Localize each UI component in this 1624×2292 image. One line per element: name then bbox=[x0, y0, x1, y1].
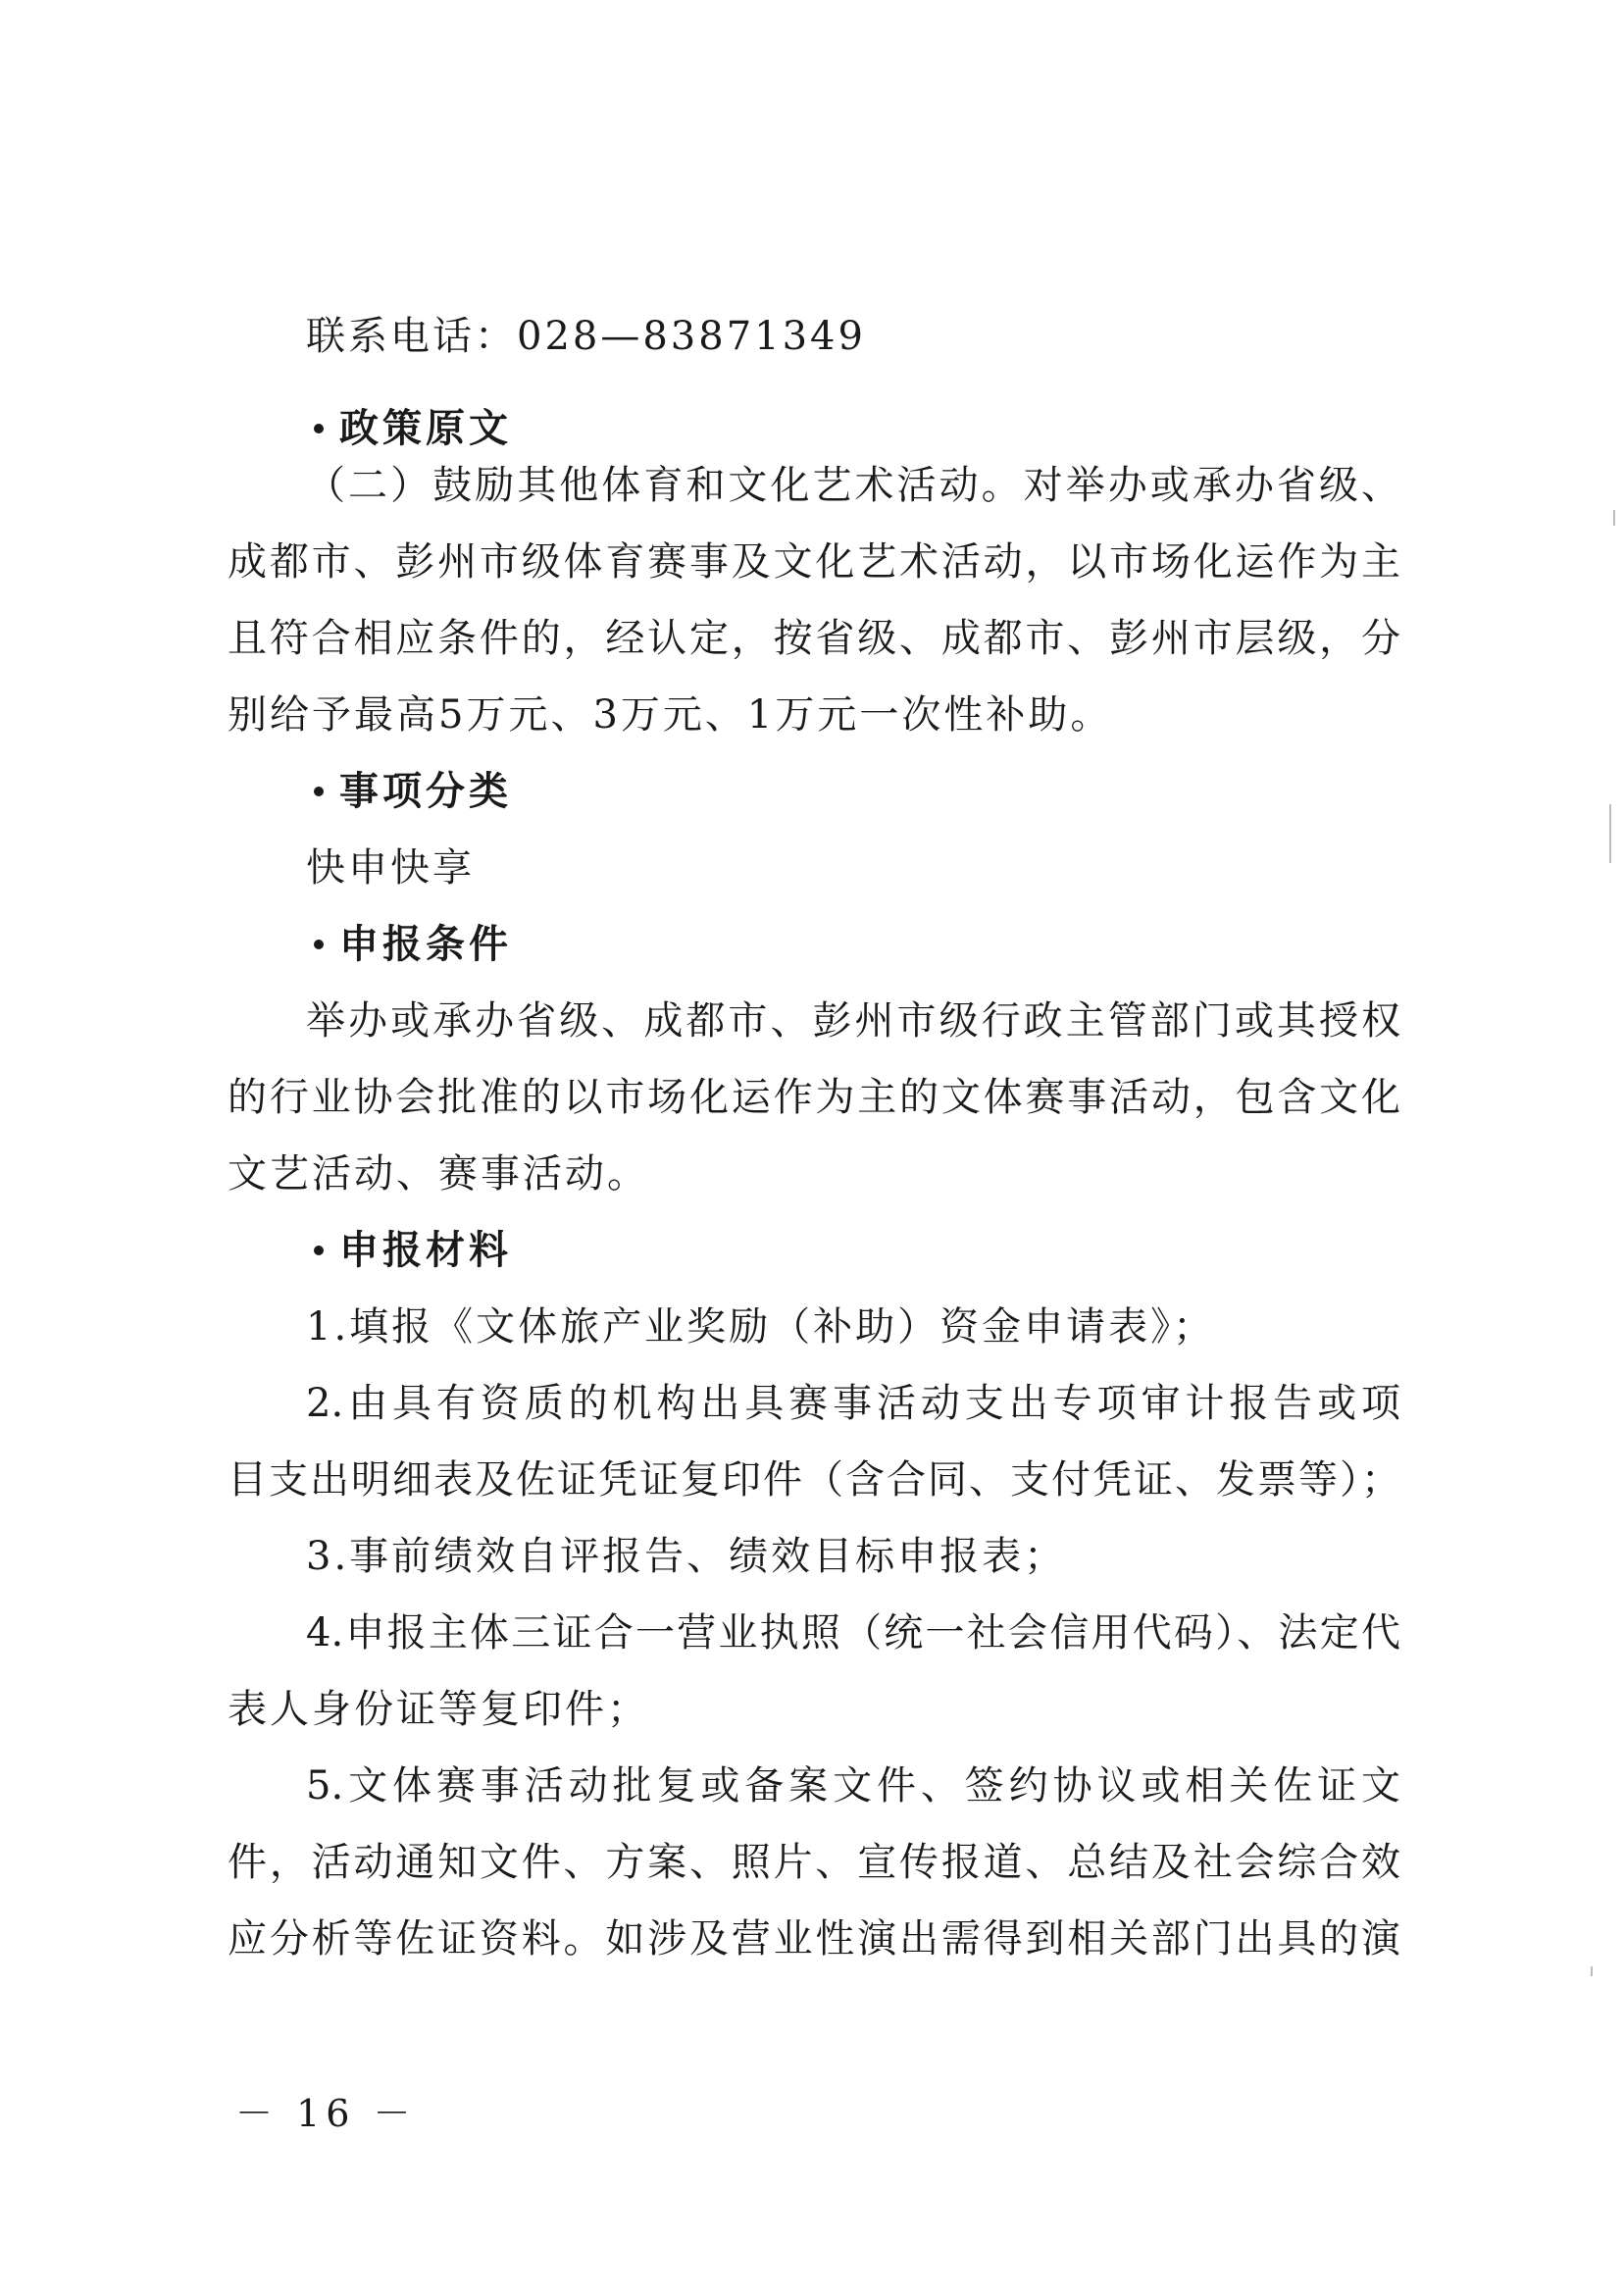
bullet-icon bbox=[314, 1246, 324, 1255]
paragraph-line: 且符合相应条件的，经认定，按省级、成都市、彭州市层级，分 bbox=[228, 616, 1400, 661]
page-number: － 16 － bbox=[235, 2092, 417, 2135]
contact-phone: 联系电话：028—83871349 bbox=[306, 314, 866, 359]
paragraph-line: 别给予最高5万元、3万元、1万元一次性补助。 bbox=[228, 692, 1113, 738]
paragraph-line: （二）鼓励其他体育和文化艺术活动。对举办或承办省级、 bbox=[306, 463, 1400, 508]
list-item-continuation: 表人身份证等复印件； bbox=[228, 1687, 649, 1732]
section-heading-conditions: 申报条件 bbox=[314, 920, 512, 969]
paragraph-line: 成都市、彭州市级体育赛事及文化艺术活动，以市场化运作为主 bbox=[228, 539, 1400, 585]
section-heading-category: 事项分类 bbox=[314, 767, 512, 816]
scan-artifact bbox=[1609, 804, 1611, 863]
list-item-continuation: 目支出明细表及佐证凭证复印件（含合同、支付凭证、发票等）； bbox=[228, 1457, 1400, 1503]
paragraph-line: 文艺活动、赛事活动。 bbox=[228, 1151, 649, 1197]
list-item: 4.申报主体三证合一营业执照（统一社会信用代码）、法定代 bbox=[306, 1610, 1400, 1655]
bullet-icon bbox=[314, 940, 324, 949]
list-item: 5.文体赛事活动批复或备案文件、签约协议或相关佐证文 bbox=[306, 1763, 1400, 1808]
list-item: 3.事前绩效自评报告、绩效目标申报表； bbox=[306, 1534, 1067, 1579]
list-item: 1.填报《文体旅产业奖励（补助）资金申请表》； bbox=[306, 1304, 1216, 1350]
bullet-icon bbox=[314, 787, 324, 796]
list-item-continuation: 应分析等佐证资料。如涉及营业性演出需得到相关部门出具的演 bbox=[228, 1916, 1400, 1961]
bullet-icon bbox=[314, 424, 324, 433]
category-value: 快申快享 bbox=[306, 845, 475, 891]
list-item-continuation: 件，活动通知文件、方案、照片、宣传报道、总结及社会综合效 bbox=[228, 1840, 1400, 1885]
list-item: 2.由具有资质的机构出具赛事活动支出专项审计报告或项 bbox=[306, 1381, 1400, 1426]
scan-artifact bbox=[1613, 510, 1615, 526]
section-heading-materials: 申报材料 bbox=[314, 1226, 512, 1275]
scan-artifact bbox=[1591, 1966, 1593, 1976]
paragraph-line: 举办或承办省级、成都市、彭州市级行政主管部门或其授权 bbox=[306, 998, 1400, 1044]
paragraph-line: 的行业协会批准的以市场化运作为主的文体赛事活动，包含文化 bbox=[228, 1075, 1400, 1120]
section-heading-policy-text: 政策原文 bbox=[314, 404, 512, 453]
